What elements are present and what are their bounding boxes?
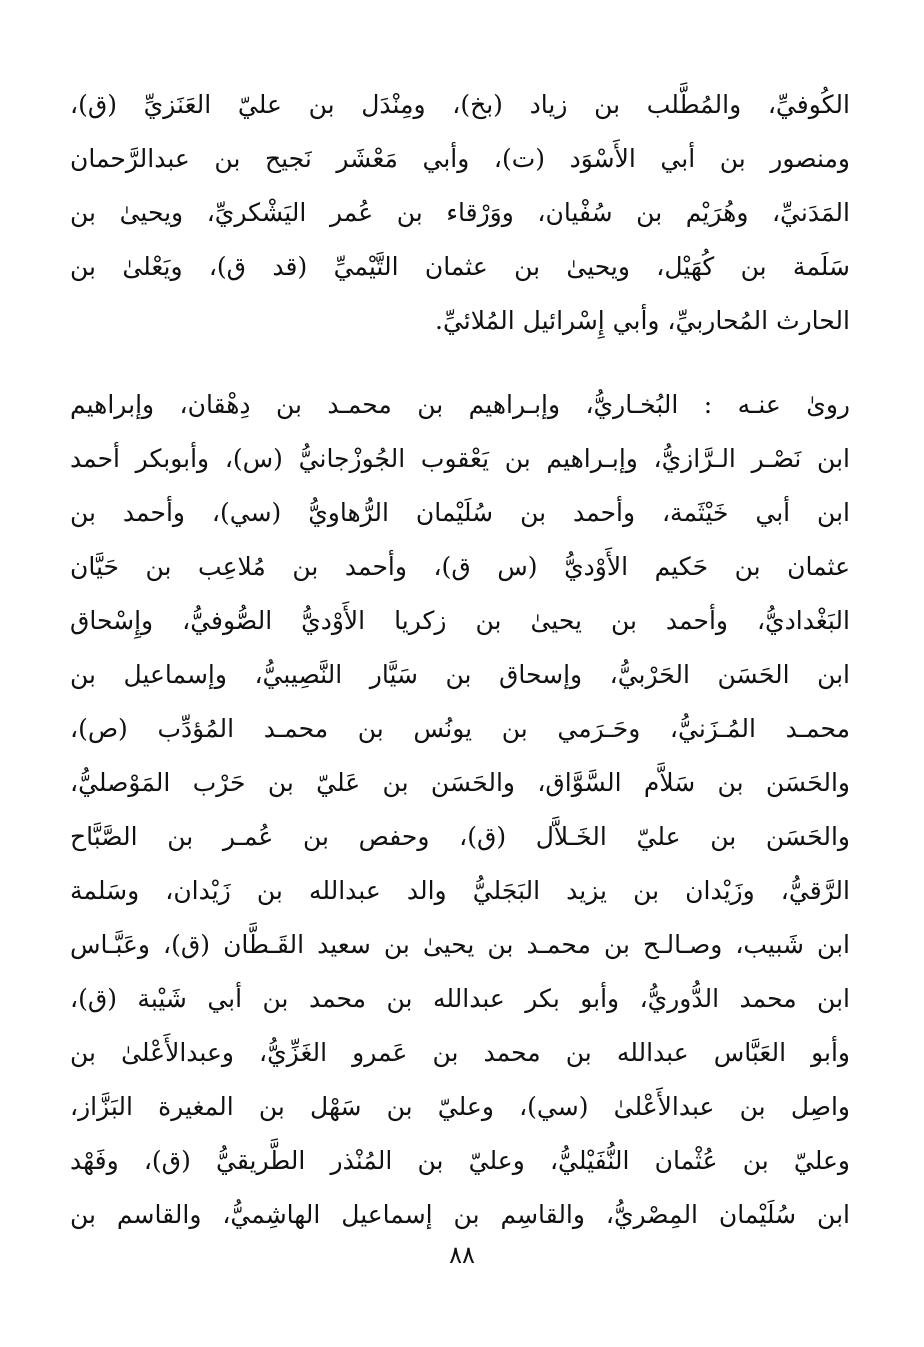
paragraph-line: ابن سُلَيْمان المِصْريُّ، والقاسِم بن إسماعيل الهاشِميُّ، والقاسم بن: [70, 1200, 850, 1229]
narrated-by-paragraph: [70, 378, 850, 1242]
paragraph-line: والحَسَن بن عليّ الخَـلاَّل (ق)، وحفص بن عُمـر بن الصَّبَّاح: [70, 822, 850, 851]
paragraph-line: المَدَنيِّ، وهُرَيْم بن سُفْيان، ووَرْقاء بن عُمر اليَشْكريِّ، ويحيىٰ بن: [70, 198, 850, 227]
paragraph-line: عثمان بن حَكيم الأَوْديُّ (س ق)، وأحمد بن مُلاعِب بن حَيَّان: [70, 552, 850, 581]
paragraph-line: ابن شَبيب، وصـالـح بن محمـد بن يحيىٰ بن سعيد القَـطَّان (ق)، وعَبَّـاس: [70, 930, 850, 959]
paragraph-line: محمـد المُـزَنيُّ، وحَـرَمي بن يونُس بن محمـد المُؤدِّب (ص)،: [70, 714, 850, 743]
paragraph-line: سَلَمة بن كُهَيْل، ويحيىٰ بن عثمان التَّيْميِّ (قد ق)، ويَعْلىٰ بن: [70, 252, 850, 281]
page-number: ٨٨: [449, 1241, 475, 1269]
paragraph-line: ومنصور بن أبي الأَسْوَد (ت)، وأبي مَعْشَر نَجيح بن عبدالرَّحمان: [70, 144, 850, 173]
paragraph-line: الحارث المُحاربيِّ، وأبي إِسْرائيل المُلائيِّ.: [435, 306, 850, 335]
paragraph-line: ابن الحَسَن الحَرْبيُّ، وإسحاق بن سَيَّار النَّصِيبيُّ، وإسماعيل بن: [70, 660, 850, 689]
paragraph-line: ابن نَصْـر الـرَّازيُّ، وإبـراهيم بن يَعْقوب الجُوزْجانيُّ (س)، وأبوبكر أحمد: [70, 444, 850, 473]
paragraph-line: واصِل بن عبدالأَعْلىٰ (سي)، وعليّ بن سَهْل بن المغيرة البَزَّاز،: [70, 1092, 850, 1121]
paragraph-line: والحَسَن بن سَلاَّم السَّوَّاق، والحَسَن بن عَليّ بن حَرْب المَوْصليُّ،: [70, 768, 850, 797]
paragraph-line: رویٰ عنـه : البُخـاريُّ، وإبـراهيم بن محمـد بن دِهْقان، وإبراهيم: [70, 390, 850, 419]
paragraph-line: ابن أبي خَيْثَمة، وأحمد بن سُلَيْمان الرُّهاويُّ (سي)، وأحمد بن: [70, 498, 850, 527]
narrators-from-paragraph: [70, 78, 850, 348]
paragraph-line: ابن محمد الدُّوريُّ، وأبو بكر عبدالله بن محمد بن أبي شَيْبة (ق)،: [70, 984, 850, 1013]
paragraph-line: وعليّ بن عُثْمان النُّفَيْليُّ، وعليّ بن المُنْذر الطَّريقيُّ (ق)، وفَهْد: [70, 1146, 850, 1175]
paragraph-line: البَغْداديُّ، وأحمد بن يحيىٰ بن زكريا الأَوْديُّ الصُّوفيُّ، وإِسْحاق: [70, 606, 850, 635]
paragraph-line: وأبو العَبَّاس عبدالله بن محمد بن عَمرو الغَزِّيُّ، وعبدالأَعْلىٰ بن: [70, 1038, 850, 1067]
paragraph-line: الكُوفيِّ، والمُطَّلب بن زياد (بخ)، ومِنْدَل بن عليّ العَنَزيِّ (ق)،: [70, 90, 850, 119]
paragraph-line: الرَّقيُّ، وزَيْدان بن يزيد البَجَليُّ والد عبدالله بن زَيْدان، وسَلمة: [70, 876, 850, 905]
